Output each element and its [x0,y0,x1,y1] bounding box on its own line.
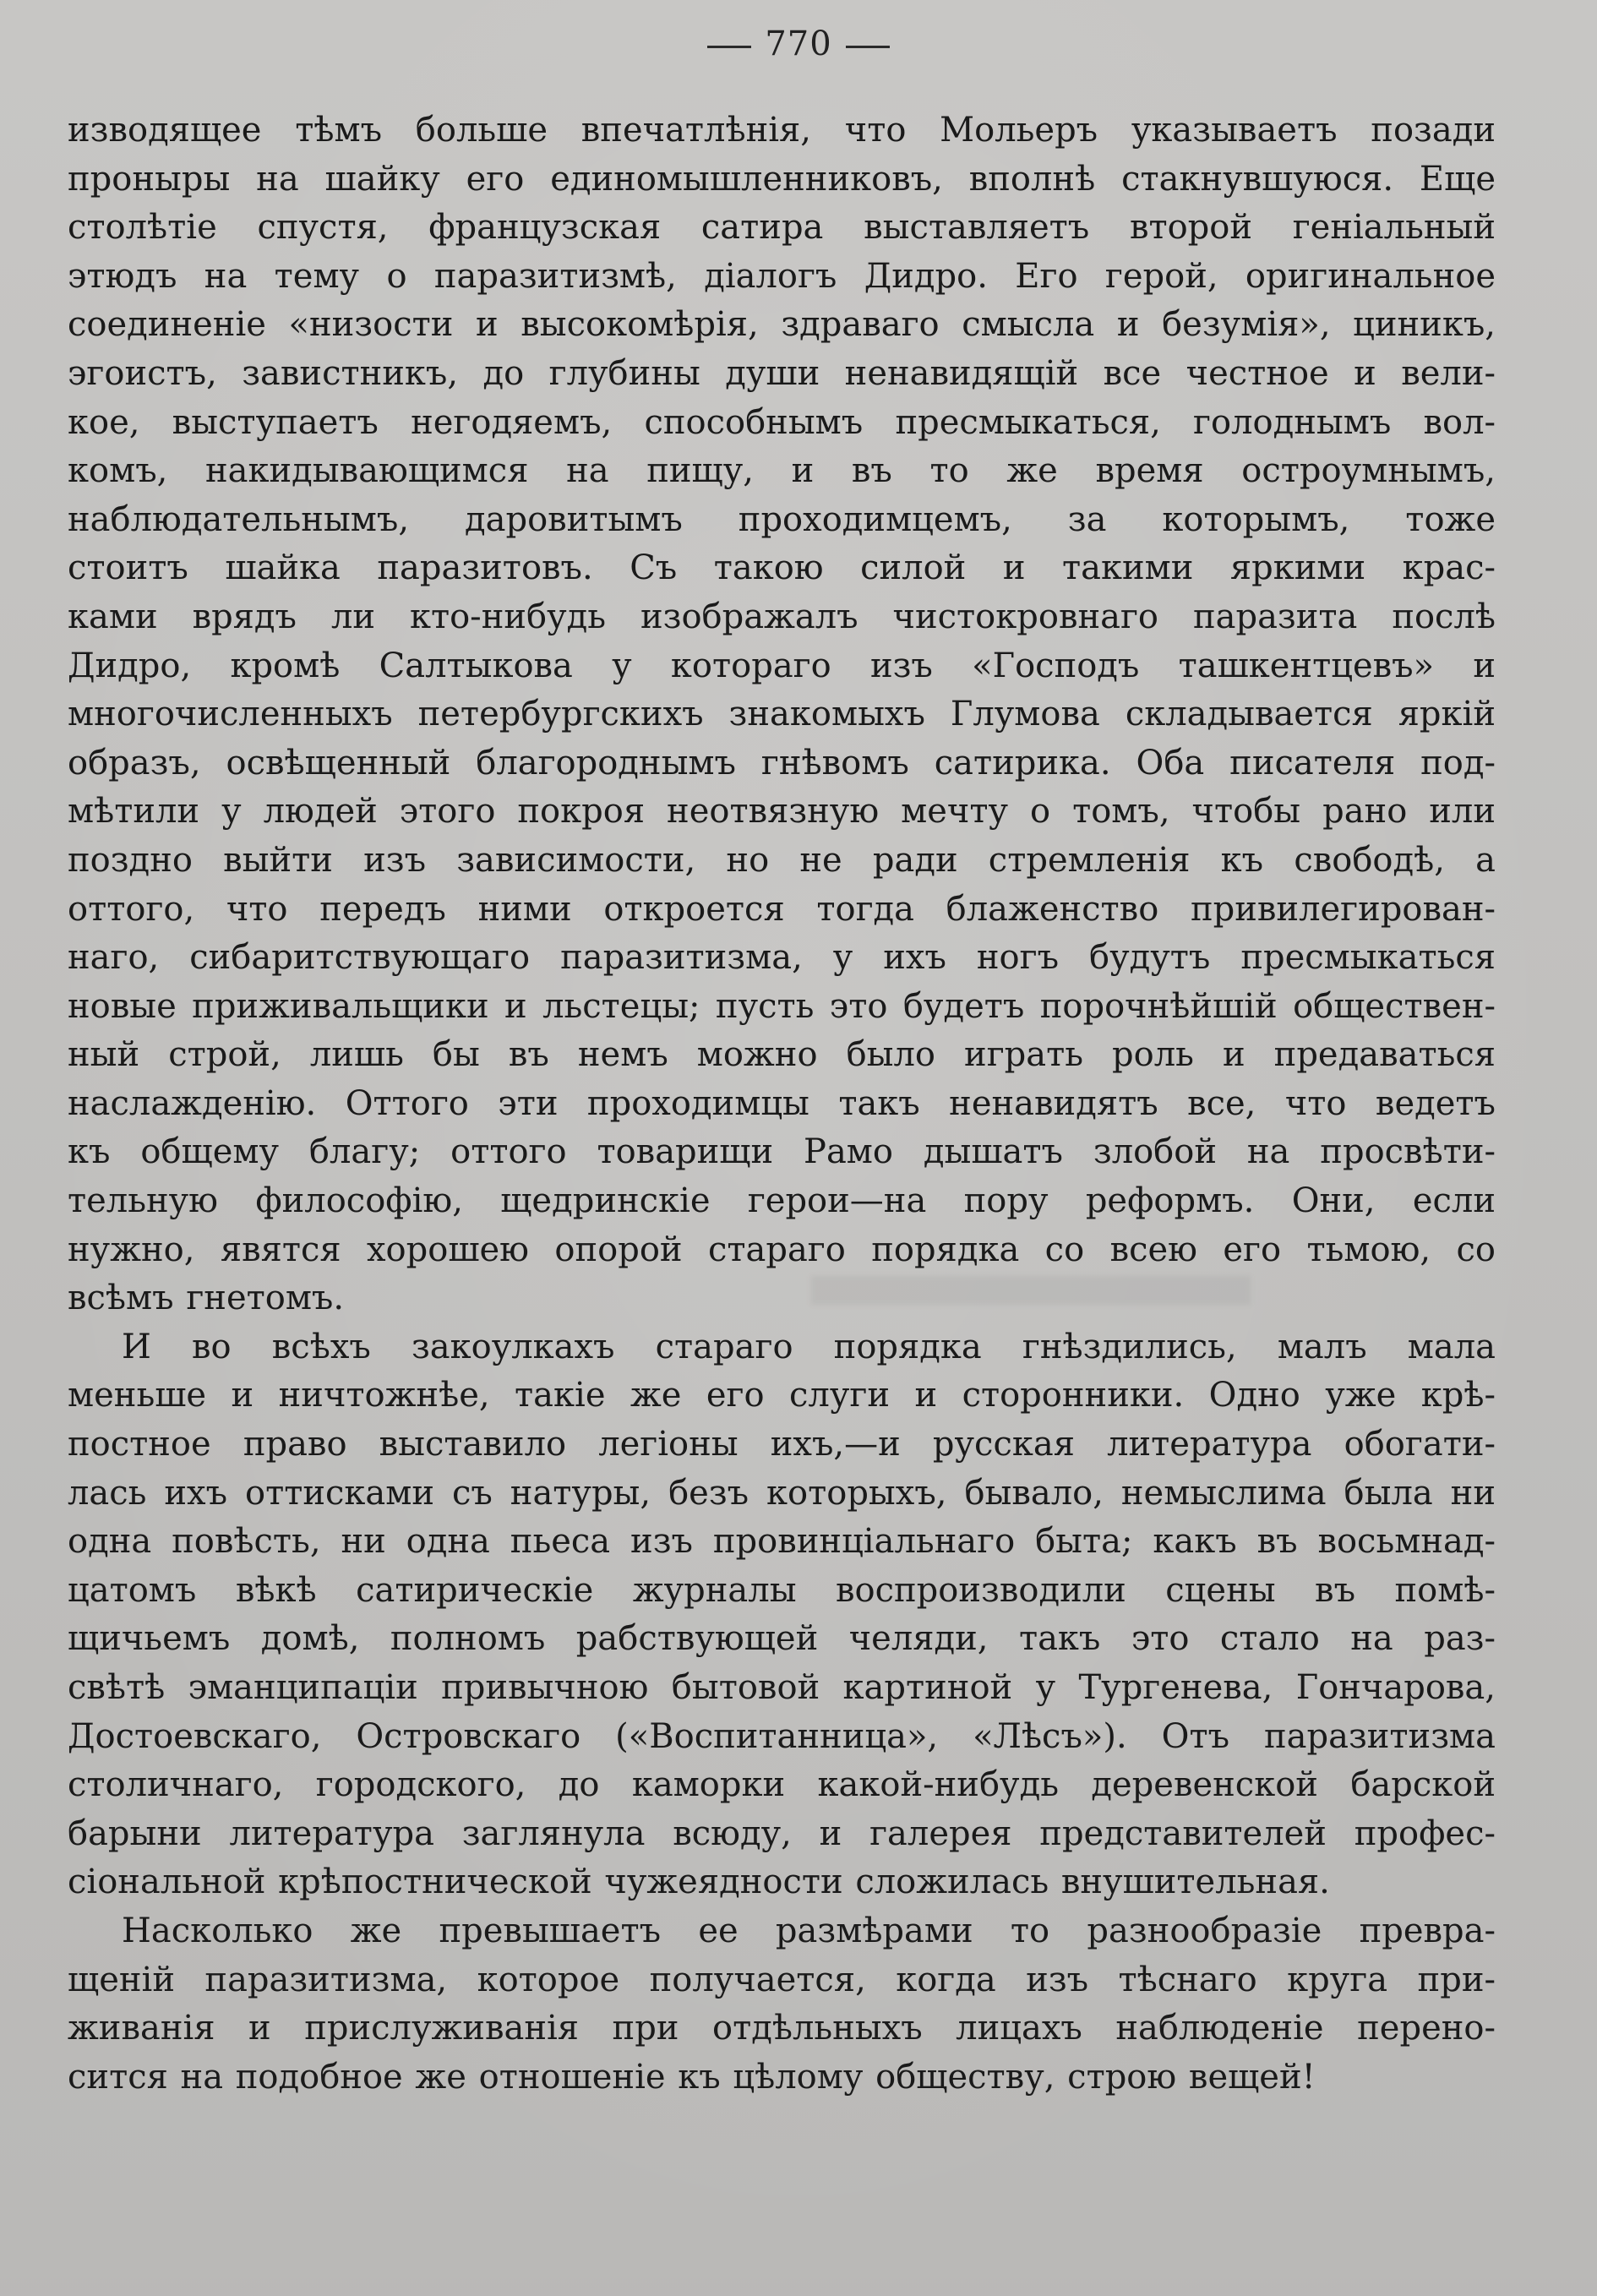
text-line: Насколько же превышаетъ ее размѣрами то разнообразіе превра- [122,1911,1496,1950]
text-line: къ общему благу; оттого товарищи Рамо дышатъ злобой на просвѣти- [68,1132,1496,1172]
text-line: столѣтіе спустя, французская сатира выставляетъ второй геніальный [68,208,1496,248]
text-line: одна повѣсть, ни одна пьеса изъ провинціальнаго быта; какъ въ восьмнад- [68,1522,1496,1562]
text-line: цатомъ вѣкѣ сатирическіе журналы воспроизводили сцены въ помѣ- [68,1570,1496,1610]
text-line: комъ, накидывающимся на пищу, и въ то же время остроумнымъ, [68,451,1496,491]
text-line: лась ихъ оттисками съ натуры, безъ которыхъ, бывало, немыслима была ни [68,1473,1496,1513]
text-line: кое, выступаетъ негодяемъ, способнымъ пресмыкаться, голоднымъ вол- [68,402,1496,442]
text-line: живанія и прислуживанія при отдѣльныхъ лицахъ наблюденіе перено- [68,2009,1496,2048]
text-line: соединеніе «низости и высокомѣрія, здраваго смысла и безумія», циникъ, [68,305,1496,345]
text-line: мѣтили у людей этого покроя неотвязную мечту о томъ, чтобы рано или [68,792,1496,832]
text-line: многочисленныхъ петербургскихъ знакомыхъ Глумова складывается яркій [68,695,1496,734]
text-line: Дидро, кромѣ Салтыкова у котораго изъ «Господъ ташкентцевъ» и [68,646,1496,685]
text-line: эгоистъ, завистникъ, до глубины души ненавидящій все честное и вели- [68,353,1496,393]
text-line: сіональной крѣпостнической чужеядности сложилась внушительная. [68,1862,1330,1902]
text-line: тельную философію, щедринскіе герои—на пору реформъ. Они, если [68,1181,1496,1221]
text-line: проныры на шайку его единомышленниковъ, вполнѣ стакнувшуюся. Еще [68,159,1496,199]
text-line: меньше и ничтожнѣе, такіе же его слуги и сторонники. Одно уже крѣ- [68,1376,1496,1415]
text-line: этюдъ на тему о паразитизмѣ, діалогъ Дидро. Его герой, оригинальное [68,256,1496,296]
text-line: оттого, что передъ ними откроется тогда блаженство привилегирован- [68,889,1496,929]
text-line: свѣтѣ эманципаціи привычною бытовой картиной у Тургенева, Гончарова, [68,1668,1496,1707]
text-line: изводящее тѣмъ больше впечатлѣнія, что Мольеръ указываетъ позади [68,111,1496,150]
text-line: стоитъ шайка паразитовъ. Съ такою силой и такими яркими крас- [68,548,1496,588]
text-line: Достоевскаго, Островскаго («Воспитанница», «Лѣсъ»). Отъ паразитизма [68,1716,1496,1756]
page-number-header [0,19,1597,69]
text-line: сится на подобное же отношеніе къ цѣлому обществу, строю вещей! [68,2057,1316,2097]
paragraph [68,1907,1496,2102]
text-line: образъ, освѣщенный благороднымъ гнѣвомъ сатирика. Оба писателя под- [68,743,1496,783]
text-line: постное право выставило легіоны ихъ,—и русская литература обогати- [68,1425,1496,1464]
text-line: наблюдательнымъ, даровитымъ проходимцемъ, за которымъ, тоже [68,499,1496,539]
text-line: ный строй, лишь бы въ немъ можно было играть роль и предаваться [68,1035,1496,1075]
text-line: столичнаго, городского, до каморки какой-нибудь деревенской барской [68,1765,1496,1805]
text-line: ками врядъ ли кто-нибудь изображалъ чистокровнаго паразита послѣ [68,597,1496,636]
text-line: всѣмъ гнетомъ. [68,1279,345,1318]
paragraph [68,1323,1496,1907]
text-line: наслажденію. Оттого эти проходимцы такъ ненавидятъ все, что ведетъ [68,1083,1496,1123]
body-text [68,106,1496,2102]
left-dash [707,46,751,48]
text-line: наго, сибаритствующаго паразитизма, у ихъ ногъ будутъ пресмыкаться [68,938,1496,978]
paragraph [68,106,1496,1323]
text-line: поздно выйти изъ зависимости, но не ради стремленія къ свободѣ, а [68,840,1496,880]
text-line: новые приживальщики и льстецы; пусть это будетъ порочнѣйшій обществен- [68,986,1496,1026]
text-line: нужно, явятся хорошею опорой стараго порядка со всею его тьмою, со [68,1230,1496,1269]
text-line: И во всѣхъ закоулкахъ стараго порядка гнѣздились, малъ мала [122,1327,1496,1366]
text-line: барыни литература заглянула всюду, и галерея представителей профес- [68,1813,1496,1853]
page-number: 770 [765,25,832,63]
right-dash [846,46,890,48]
text-line: щеній паразитизма, которое получается, когда изъ тѣснаго круга при- [68,1960,1496,1999]
text-line: щичьемъ домѣ, полномъ рабствующей челяди, такъ это стало на раз- [68,1619,1496,1659]
